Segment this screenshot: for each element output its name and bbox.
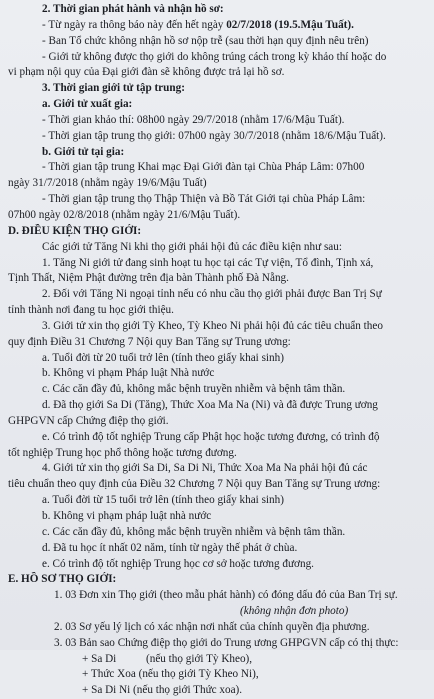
section-e-title: E. HỒ SƠ THỌ GIỚI: xyxy=(8,573,117,586)
section-d-item-1a: 1. Tăng Ni giới tử đang sinh hoạt tu học tại các Tự viện, Tổ đình, Tịnh xá, xyxy=(42,256,374,269)
section-d-title: D. ĐIỀU KIỆN THỌ GIỚI: xyxy=(8,224,142,237)
section-3a-title: a. Giới tử xuất gia: xyxy=(42,98,133,111)
section-d-intro: Các giới tử Tăng Ni khi thọ giới phải hội đủ các điều kiện như sau: xyxy=(42,240,342,253)
section-e-item-3-1-note: (nếu thọ giới Tỳ Kheo), xyxy=(146,652,253,665)
section-e-item-1: 1. 03 Đơn xin Thọ giới (theo mẫu phát hành) có đóng dấu đỏ của Ban Trị sự. xyxy=(54,589,398,602)
section-e-item-3-1 xyxy=(8,652,426,668)
section-d-item-3-d2: GHPGVN cấp Chứng điệp thọ giới. xyxy=(8,414,169,427)
section-d-item-3-b: b. Không vi phạm Pháp luật Nhà nước xyxy=(42,367,215,380)
section-2-line-1-text: - Từ ngày ra thông báo này đến hết ngày xyxy=(42,18,227,31)
section-d-item-3-e1: e. Có trình độ tốt nghiệp Trung cấp Phật học hoặc tương đương, có trình độ xyxy=(42,430,380,443)
section-d-item-4a: 4. Giới tử xin thọ giới Sa Di, Sa Di Ni, Thức Xoa Ma Na phải hội đủ các xyxy=(42,462,368,475)
section-d-item-4-d: d. Đã tu học ít nhất 02 năm, tính từ ngày thế phát ở chùa. xyxy=(42,541,298,554)
section-2-line-3: - Giới tử không được thọ giới do không trúng cách trong kỳ khảo thí hoặc do xyxy=(42,50,387,63)
section-d-item-1b: Tịnh Thất, Niệm Phật đường trên địa bàn Thành phố Đà Nẵng. xyxy=(8,272,289,285)
section-d-item-4-c: c. Các căn đầy đủ, không mắc bệnh truyền nhiễm và bệnh tâm thần. xyxy=(42,525,346,538)
section-e-item-3-1-label: + Sa Di xyxy=(82,652,117,665)
deadline-date: 02/7/2018 (19.5.Mậu Tuất). xyxy=(226,18,354,31)
section-3-title: 3. Thời gian giới tử tập trung: xyxy=(42,82,185,95)
section-d-item-3-e2: tốt nghiệp Trung học phổ thông hoặc tương đương. xyxy=(8,446,237,459)
section-3b-line-4: 07h00 ngày 02/8/2018 (nhằm ngày 21/6/Mậu Tuất). xyxy=(8,208,241,221)
section-d-item-4-a: a. Tuổi đời từ 15 tuổi trở lên (tính theo giấy khai sinh) xyxy=(42,494,284,507)
section-3b-line-1: - Thời gian tập trung Khai mạc Đại Giới đàn tại Chùa Pháp Lâm: 07h00 xyxy=(42,161,365,174)
section-2-line-1 xyxy=(8,18,426,34)
section-d-item-4-b: b. Không vi phạm pháp luật nhà nước xyxy=(42,510,212,522)
section-e-item-3-3: + Sa Di Ni (nếu thọ giới Thức xoa). xyxy=(82,684,243,697)
section-d-item-4b: tiêu chuẩn theo quy định của Điều 32 Chương 7 Nội quy Ban Tăng sự Trung ương: xyxy=(8,478,381,491)
section-3a-line-2: - Thời gian tập trung thọ giới: 07h00 ngày 30/7/2018 (nhằm 18/6/Mậu Tuất). xyxy=(42,129,386,142)
section-d-item-3-c: c. Các căn đầy đủ, không mắc bệnh truyền nhiễm và bệnh tâm thần. xyxy=(42,383,346,396)
section-2-line-2: - Ban Tổ chức không nhận hồ sơ nộp trễ (sau thời hạn quy định nêu trên) xyxy=(42,34,369,47)
section-e-item-3: 3. 03 Bản sao Chứng điệp thọ giới do Trung ương GHPGVN cấp có thị thực: xyxy=(54,636,399,649)
section-2-title: 2. Thời gian phát hành và nhận hồ sơ: xyxy=(42,3,224,15)
section-3b-title: b. Giới tử tại gia: xyxy=(42,145,125,158)
section-3b-line-3: - Thời gian tập trung thọ Thập Thiện và Bồ Tát Giới tại chùa Pháp Lâm: xyxy=(42,193,366,206)
section-e-item-1-note: (không nhận đơn photo) xyxy=(240,605,349,618)
section-e-item-2: 2. 03 Sơ yếu lý lịch có xác nhận nơi nhất của chính quyền địa phương. xyxy=(54,620,370,633)
section-d-item-4-e: e. Có trình độ tốt nghiệp Trung học cơ sở hoặc tương đương. xyxy=(42,557,314,570)
section-d-item-3-a: a. Tuổi đời từ 20 tuổi trở lên (tính theo giấy khai sinh) xyxy=(42,351,284,364)
section-d-item-3-d1: d. Đã thọ giới Sa Di (Tăng), Thức Xoa Ma Na (Ni) và đã được Trung ương xyxy=(42,399,378,412)
section-2-line-4: vi phạm nội quy của Đại giới đàn sẽ không được trả lại hồ sơ. xyxy=(8,66,285,79)
section-d-item-2b: tỉnh thành nơi đang tu học giới thiệu. xyxy=(8,304,174,317)
section-d-item-2a: 2. Đối với Tăng Ni ngoại tỉnh nếu có nhu cầu thọ giới phải được Ban Trị Sự xyxy=(42,288,382,301)
section-e-item-3-2: + Thức Xoa (nếu thọ giới Tỳ Kheo Ni), xyxy=(82,668,259,681)
section-3b-line-2: ngày 31/7/2018 (nhằm ngày 19/6/Mậu Tuất) xyxy=(8,177,207,190)
section-3a-line-1: - Thời gian khảo thí: 08h00 ngày 29/7/2018 (nhằm 17/6/Mậu Tuất). xyxy=(42,113,345,126)
section-d-item-3a: 3. Giới tử xin thọ giới Tỳ Kheo, Tỳ Kheo Ni phải hội đủ các tiêu chuẩn theo xyxy=(42,319,383,332)
section-d-item-3b: quy định Điều 31 Chương 7 Nội quy Ban Tăng sự Trung ương: xyxy=(8,335,291,348)
